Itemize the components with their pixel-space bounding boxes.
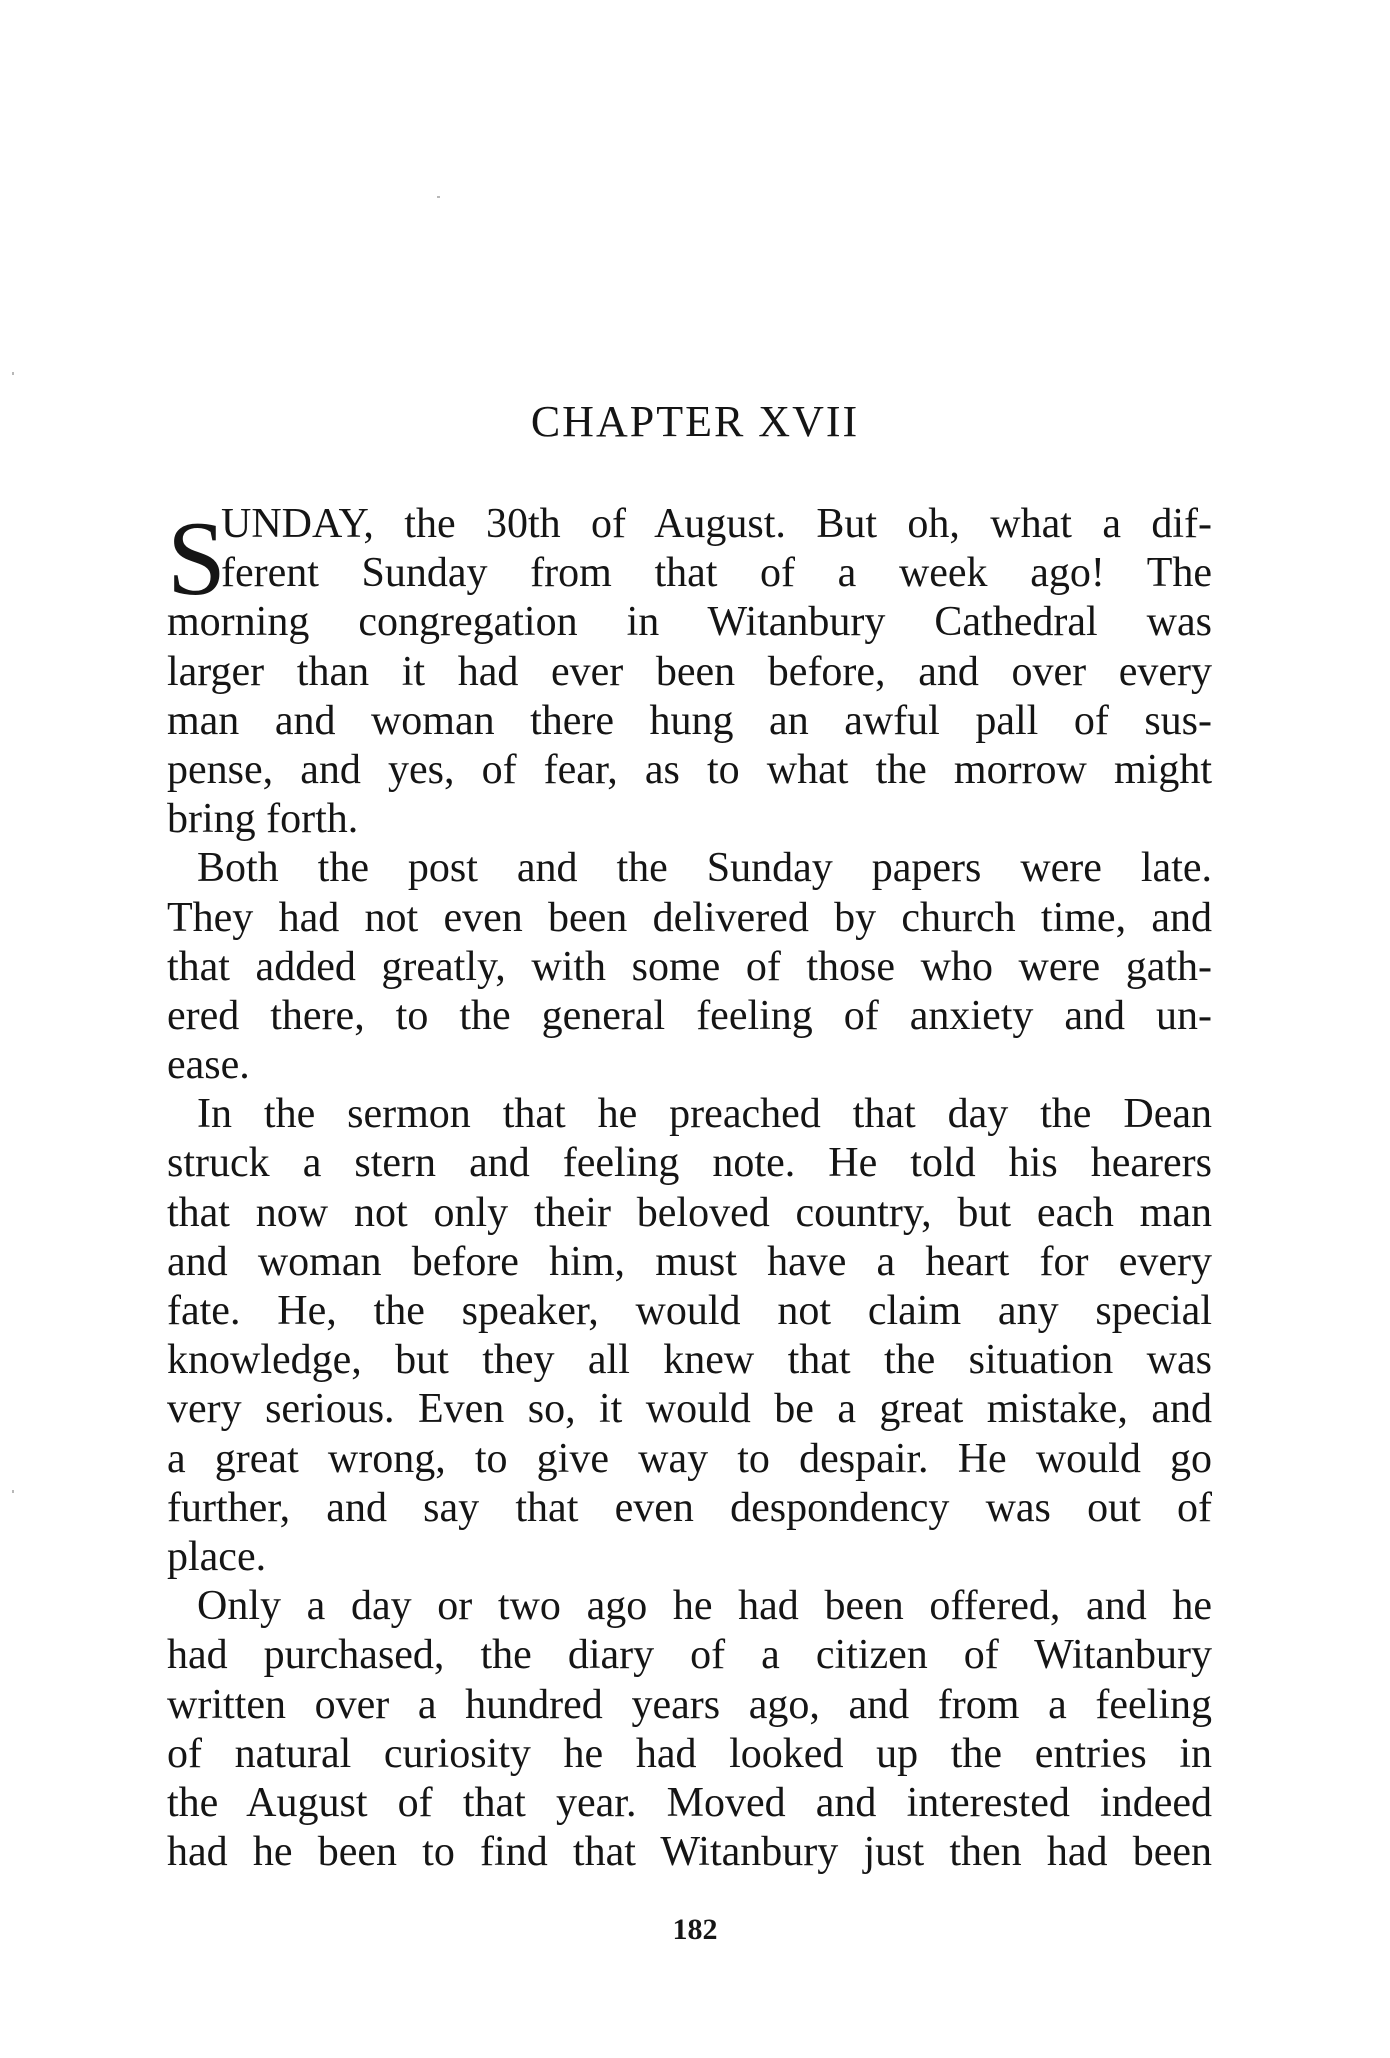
- text-line: had purchased, the diary of a citizen of Witanbury: [167, 1632, 1212, 1679]
- text-line: fate. He, the speaker, would not claim any special: [167, 1288, 1212, 1334]
- text-line: ferent Sunday from that of a week ago! The: [221, 550, 1212, 597]
- text-line: of natural curiosity he had looked up the entries in: [167, 1730, 1212, 1777]
- text-line: further, and say that even despondency was out of: [167, 1484, 1212, 1531]
- text-line: struck a stern and feeling note. He told his hearers: [167, 1140, 1212, 1187]
- scan-speck: [437, 196, 440, 198]
- text-line: bring forth.: [167, 796, 359, 843]
- body-text: [167, 500, 1212, 1877]
- text-line: knowledge, but they all knew that the situation was: [167, 1337, 1212, 1384]
- text-line: place.: [167, 1533, 267, 1580]
- drop-cap: S: [167, 500, 226, 617]
- text-line-content: UNDAY, the 30th of August. But oh, what a dif-: [221, 501, 1212, 547]
- text-line: the August of that year. Moved and interested indeed: [167, 1779, 1212, 1826]
- text-line: very serious. Even so, it would be a great mistake, and: [167, 1386, 1212, 1433]
- page-number: 182: [672, 1913, 718, 1946]
- paragraph-start: Both the post and the Sunday papers were late.: [197, 845, 1212, 892]
- paragraph-start: In the sermon that he preached that day the Dean: [197, 1091, 1212, 1138]
- text-line: that now not only their beloved country, but each man: [167, 1189, 1212, 1236]
- text-line: written over a hundred years ago, and from a feeling: [167, 1681, 1212, 1728]
- text-line: larger than it had ever been before, and over every: [167, 648, 1212, 695]
- text-line: had he been to find that Witanbury just then had been: [167, 1829, 1212, 1876]
- text-line: ered there, to the general feeling of anxiety and un-: [167, 992, 1212, 1039]
- text-line: ease.: [167, 1042, 250, 1089]
- text-line: a great wrong, to give way to despair. He would go: [167, 1435, 1212, 1482]
- text-line: man and woman there hung an awful pall of sus-: [167, 697, 1212, 744]
- text-line: pense, and yes, of fear, as to what the morrow might: [167, 746, 1212, 793]
- chapter-title: CHAPTER XVII: [530, 397, 860, 446]
- text-line: They had not even been delivered by church time, and: [167, 894, 1212, 941]
- text-line: morning congregation in Witanbury Cathedral was: [167, 599, 1212, 646]
- scan-speck: [12, 372, 14, 375]
- text-line: that added greatly, with some of those who were gath-: [167, 943, 1212, 990]
- paragraph-start: Only a day or two ago he had been offered, and he: [197, 1583, 1212, 1630]
- text-line: and woman before him, must have a heart for every: [167, 1238, 1212, 1285]
- scan-speck: [12, 1490, 14, 1493]
